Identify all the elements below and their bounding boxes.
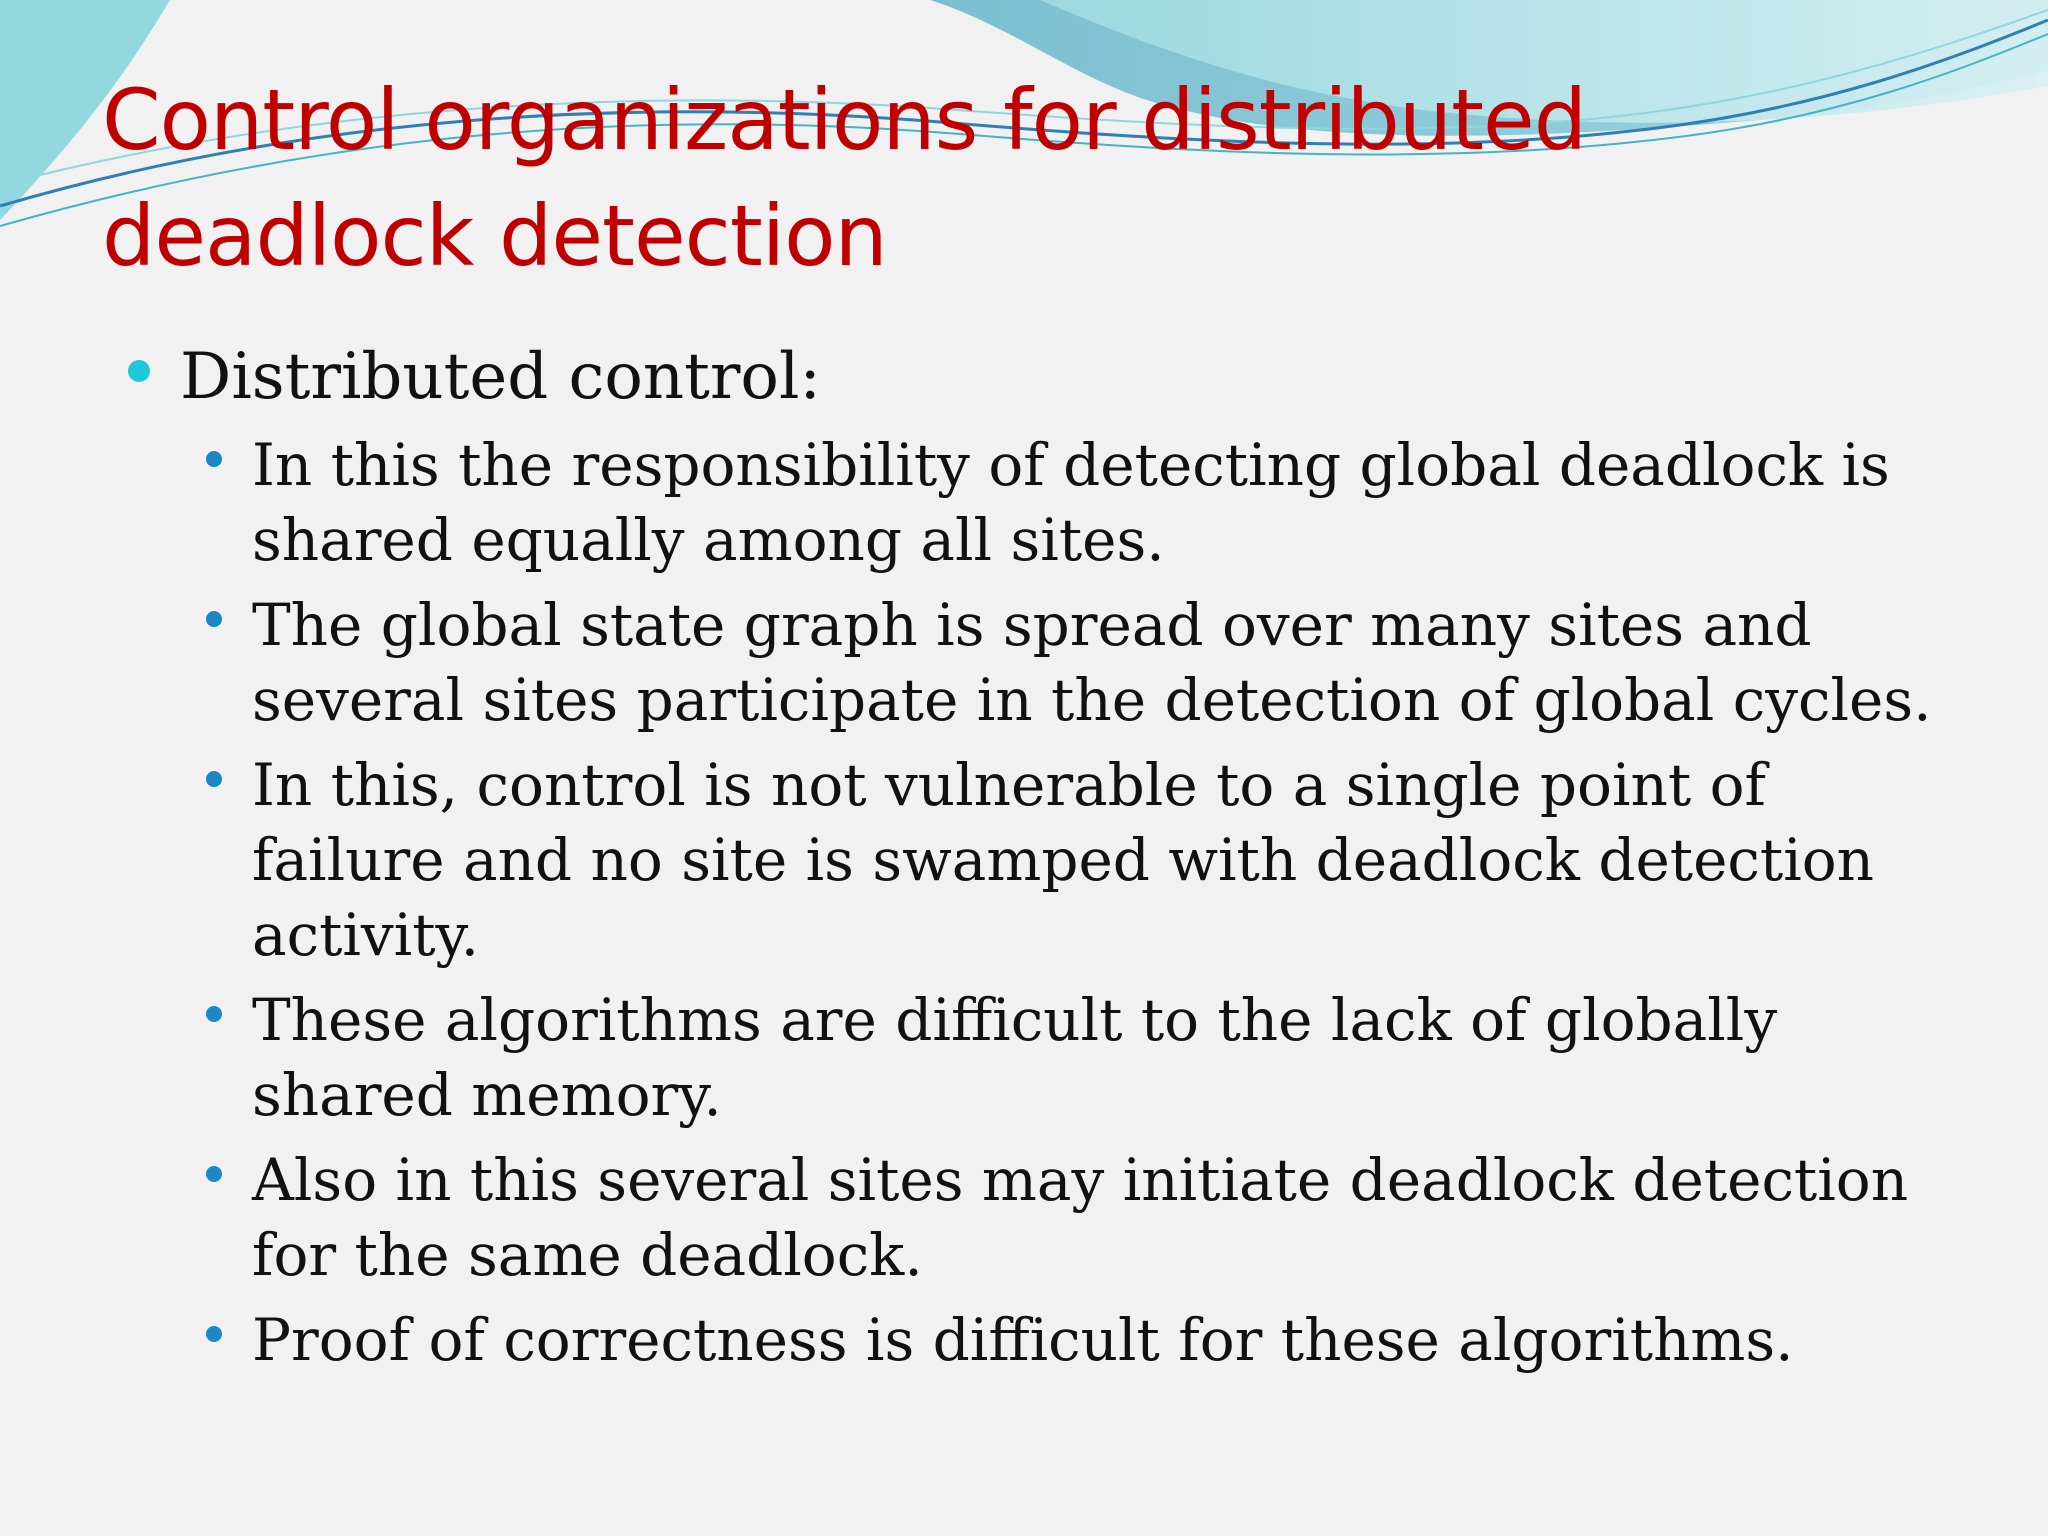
subpoint-item xyxy=(252,983,1988,1133)
subpoint-item xyxy=(252,588,1988,738)
cyan-bullet-icon xyxy=(128,360,150,382)
subpoint-item xyxy=(252,428,1988,578)
subpoint-text: Also in this several sites may initiate deadlock detection for the same deadlock. xyxy=(252,1146,1909,1289)
distributed-control-heading: Distributed control: xyxy=(180,340,821,414)
blue-bullet-icon xyxy=(206,451,222,467)
blue-bullet-icon xyxy=(206,771,222,787)
blue-bullet-icon xyxy=(206,1326,222,1342)
subpoint-text: The global state graph is spread over many sites and several sites participate in the detection of global cycles. xyxy=(252,591,1932,734)
subpoint-text: Proof of correctness is difficult for these algorithms. xyxy=(252,1306,1794,1374)
blue-bullet-icon xyxy=(206,1166,222,1182)
subpoint-text: In this the responsibility of detecting global deadlock is shared equally among all sites. xyxy=(252,431,1890,574)
subpoint-item xyxy=(252,1143,1988,1293)
subpoint-text: These algorithms are difficult to the lack of globally shared memory. xyxy=(252,986,1778,1129)
blue-bullet-icon xyxy=(206,611,222,627)
subpoint-list xyxy=(128,428,1988,1378)
blue-bullet-icon xyxy=(206,1006,222,1022)
slide-body xyxy=(128,336,1988,1388)
slide-title: Control organizations for distributed deadlock detection xyxy=(102,71,1587,285)
subpoint-item xyxy=(252,1303,1988,1378)
level1-bullet-item xyxy=(128,336,1988,418)
subpoint-item xyxy=(252,748,1988,973)
subpoint-text: In this, control is not vulnerable to a single point of failure and no site is swamped with deadlock detection activity. xyxy=(252,751,1875,969)
